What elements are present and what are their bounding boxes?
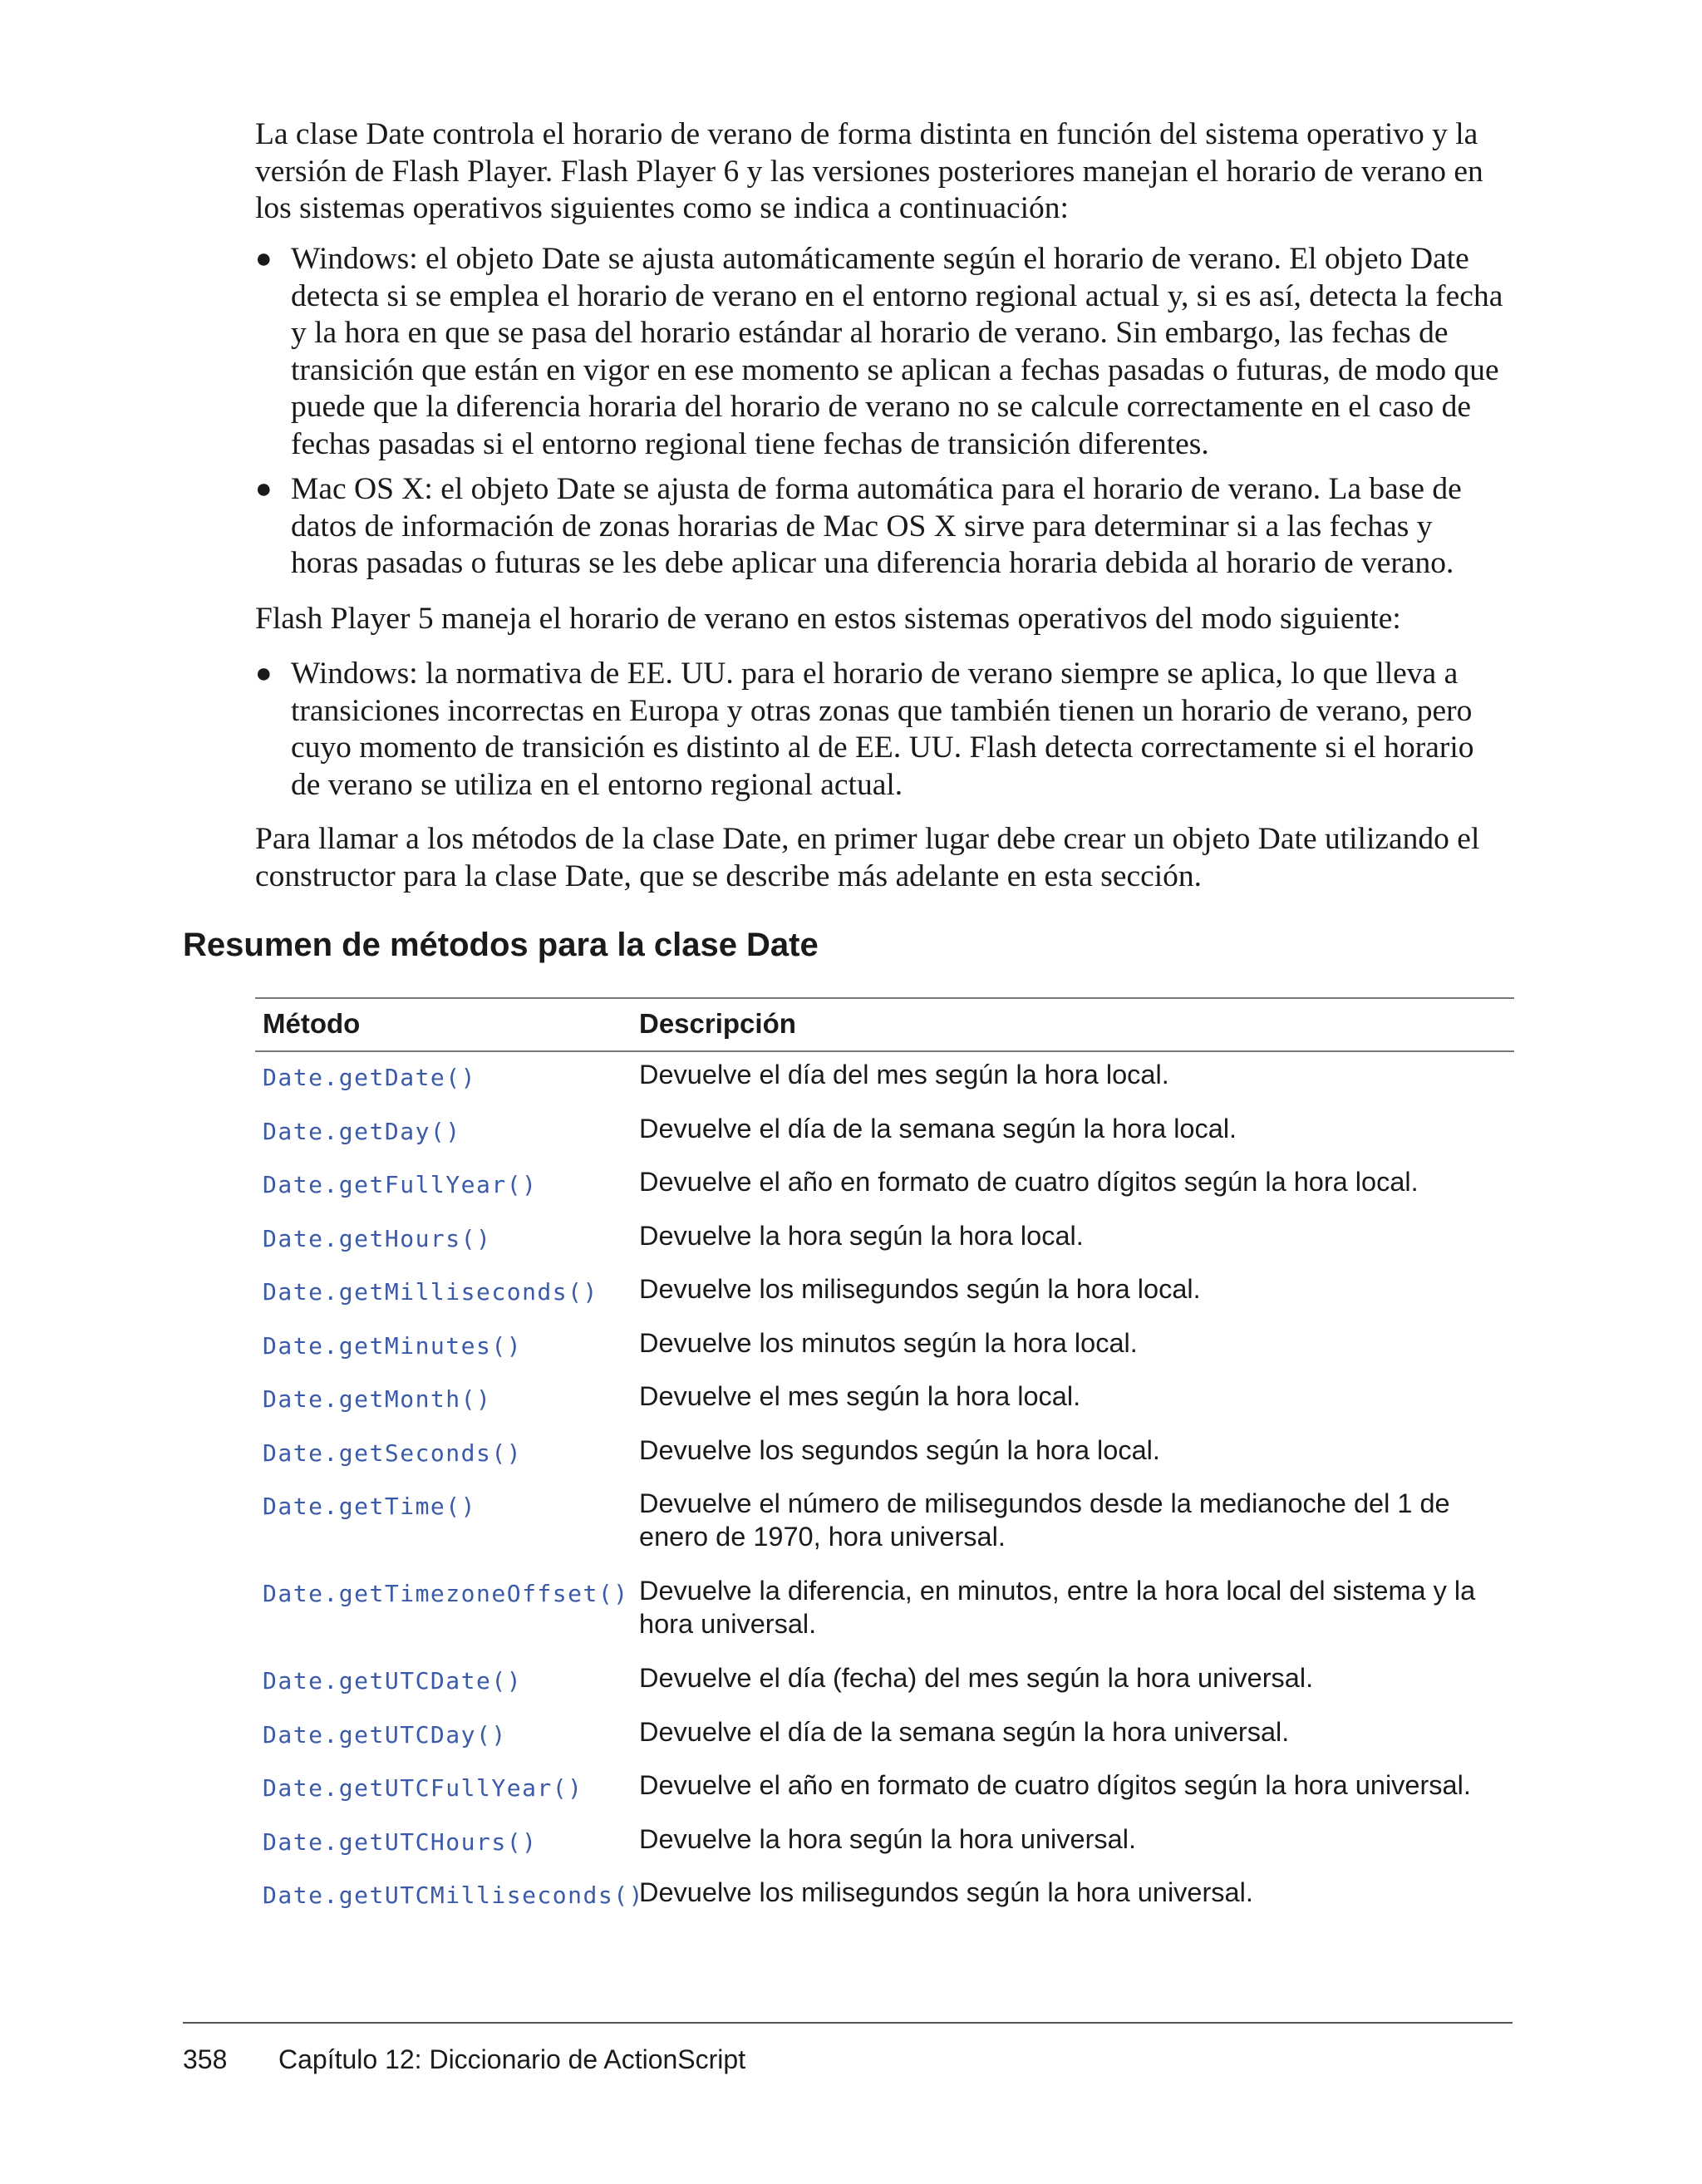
method-name[interactable]: Date.getUTCHours() <box>263 1827 538 1856</box>
method-description: Devuelve los minutos según la hora local. <box>639 1327 1138 1358</box>
list-item <box>255 241 1506 463</box>
method-description: Devuelve el mes según la hora local. <box>639 1381 1081 1411</box>
list-item <box>255 656 1506 804</box>
method-name[interactable]: Date.getMonth() <box>263 1385 492 1413</box>
method-description: Devuelve la diferencia, en minutos, entre la hora local del sistema y la hora universal. <box>639 1576 1476 1639</box>
bullet-text: Windows: el objeto Date se ajusta automáticamente según el horario de verano. El objeto Date detecta si se emplea el horario de verano en el entorno regional actual y, si es así, detecta la fecha y la hora en que se pasa del horario estándar al horario de verano. Sin embargo, las fechas de transición que están en vigor en ese momento se aplican a fechas pasadas o futuras, de modo que puede que la diferencia horaria del horario de verano no se calcule correctamente en el caso de fechas pasadas si el entorno regional tiene fechas de transición diferentes. <box>291 242 1503 461</box>
intro-paragraph-1: La clase Date controla el horario de verano de forma distinta en función del sistema operativo y la versión de Flash Player. Flash Player 6 y las versiones posteriores manejan el horario de verano en los sistemas operativos siguientes como se indica a continuación: <box>255 117 1483 225</box>
table-top-rule <box>255 997 1514 999</box>
method-name[interactable]: Date.getUTCMilliseconds() <box>263 1881 644 1909</box>
intro-paragraph-2: Flash Player 5 maneja el horario de verano en estos sistemas operativos del modo siguiente: <box>255 602 1401 636</box>
table-row <box>255 1380 1514 1434</box>
table-row <box>255 1822 1514 1877</box>
method-name[interactable]: Date.getSeconds() <box>263 1439 523 1467</box>
method-description: Devuelve los milisegundos según la hora universal. <box>639 1877 1253 1907</box>
table-row <box>255 1219 1514 1273</box>
method-description: Devuelve el día (fecha) del mes según la hora universal. <box>639 1663 1314 1693</box>
table-row <box>255 1165 1514 1219</box>
bullet-text: Windows: la normativa de EE. UU. para el horario de verano siempre se aplica, lo que lleva a transiciones incorrectas en Europa y otras zonas que también tienen un horario de verano, pero cuyo momento de transición es distinto al de EE. UU. Flash detecta correctamente si el horario de verano se utiliza en el entorno regional actual. <box>291 657 1474 802</box>
table-header-rule <box>255 1050 1514 1052</box>
method-name[interactable]: Date.getUTCFullYear() <box>263 1774 583 1802</box>
table-row <box>255 1487 1514 1574</box>
method-name[interactable]: Date.getHours() <box>263 1224 492 1252</box>
fp6-bullet-list <box>255 241 1506 591</box>
table-row <box>255 1326 1514 1380</box>
list-item <box>255 471 1506 583</box>
table-row <box>255 1661 1514 1715</box>
method-description: Devuelve la hora según la hora universal. <box>639 1823 1136 1854</box>
method-name[interactable]: Date.getUTCDate() <box>263 1667 523 1695</box>
method-name[interactable]: Date.getDay() <box>263 1117 461 1145</box>
bullet-icon: ● <box>255 658 273 689</box>
method-name[interactable]: Date.getMilliseconds() <box>263 1278 598 1306</box>
method-description: Devuelve el día de la semana según la hora local. <box>639 1113 1237 1144</box>
table-row <box>255 1272 1514 1326</box>
table-row <box>255 1715 1514 1769</box>
intro-paragraph-3: Para llamar a los métodos de la clase Date, en primer lugar debe crear un objeto Date utilizando el constructor para la clase Date, que se describe más adelante en esta sección. <box>255 822 1480 893</box>
method-description: Devuelve el año en formato de cuatro dígitos según la hora local. <box>639 1167 1419 1197</box>
bullet-icon: ● <box>255 243 273 274</box>
fp5-bullet-list <box>255 656 1506 812</box>
page-number: 358 <box>183 2044 228 2074</box>
method-name[interactable]: Date.getTime() <box>263 1493 477 1520</box>
bullet-text: Mac OS X: el objeto Date se ajusta de forma automática para el horario de verano. La base de datos de información de zonas horarias de Mac OS X sirve para determinar si a las fechas y horas pasadas o futuras se les debe aplicar una diferencia horaria debida al horario de verano. <box>291 472 1462 580</box>
footer-rule <box>183 2022 1513 2024</box>
table-row <box>255 1058 1514 1112</box>
method-description: Devuelve el año en formato de cuatro dígitos según la hora universal. <box>639 1770 1471 1800</box>
method-name[interactable]: Date.getMinutes() <box>263 1331 523 1360</box>
section-heading: Resumen de métodos para la clase Date <box>183 927 819 963</box>
method-description: Devuelve el día del mes según la hora local. <box>639 1060 1169 1090</box>
method-description: Devuelve los milisegundos según la hora local. <box>639 1274 1201 1304</box>
column-header-method: Método <box>263 1008 361 1039</box>
table-row <box>255 1112 1514 1166</box>
method-name[interactable]: Date.getUTCDay() <box>263 1720 507 1749</box>
method-description: Devuelve el número de milisegundos desde la medianoche del 1 de enero de 1970, hora universal. <box>639 1488 1450 1552</box>
method-name[interactable]: Date.getFullYear() <box>263 1171 538 1198</box>
method-name[interactable]: Date.getTimezoneOffset() <box>263 1580 629 1607</box>
chapter-title: Capítulo 12: Diccionario de ActionScript <box>278 2044 746 2074</box>
table-row <box>255 1574 1514 1661</box>
method-description: Devuelve los segundos según la hora local. <box>639 1434 1160 1465</box>
table-row <box>255 1876 1514 1930</box>
method-name[interactable]: Date.getDate() <box>263 1064 477 1091</box>
table-row <box>255 1434 1514 1488</box>
table-body <box>255 1058 1514 1930</box>
column-header-description: Descripción <box>639 1008 796 1039</box>
bullet-icon: ● <box>255 474 273 504</box>
method-description: Devuelve el día de la semana según la hora universal. <box>639 1716 1290 1747</box>
method-description: Devuelve la hora según la hora local. <box>639 1220 1084 1251</box>
table-row <box>255 1768 1514 1822</box>
